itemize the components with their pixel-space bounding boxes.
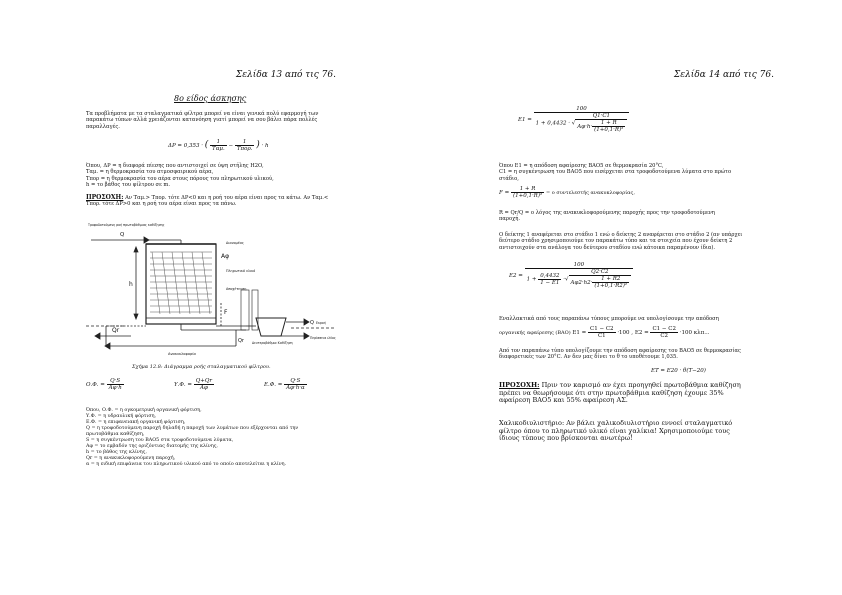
e1-inner-num: Q1·C1 — [575, 113, 627, 120]
e1-den-a: Aφ·h — [577, 124, 591, 130]
formula-num: Q·S — [284, 378, 307, 385]
f-num: 1 + R — [511, 186, 544, 193]
f-equation — [499, 186, 635, 199]
legend — [86, 408, 341, 468]
para-line: δεύτερο στάδιο χρησιμοποιούμε τον παρακάτω τύπο και τα στοιχεία που έχουν δείκτη 2 — [499, 238, 733, 245]
e1-lhs: E1 = — [518, 117, 532, 123]
section-title: 8ο είδος άσκησης — [174, 94, 247, 103]
trickling-filter-diagram — [86, 218, 336, 358]
eff-mid: ·100 , — [617, 330, 634, 336]
intro-line: παραλλαγές. — [86, 123, 120, 130]
definition-line: Tαμ. = η θερμοκρασία του ατμοσφαιρικού αέρα, — [86, 169, 214, 176]
eff-tail: ·100 κλπ... — [679, 330, 710, 336]
r-definition — [499, 210, 761, 223]
legend-line: Qr = η ανακυκλοφορούμενη παροχή, — [86, 456, 176, 461]
legend-line: Ε.Φ. = η επιφανειακή οργανική φόρτιση, — [86, 420, 186, 425]
definitions — [86, 163, 336, 188]
e2-den-a: Aφ2·h2 — [570, 280, 591, 286]
note-line: φίλτρο όπου το πληρωτικό υλικό είναι χαλίκια! Χρησιμοποιούμε τους — [499, 426, 730, 435]
label-recirc: Ανακυκλοφορία — [168, 352, 196, 356]
warning-line: αφαίρεση BAO5 και 55% αφαίρεση ΑΣ. — [499, 396, 628, 405]
label-settler: Δευτεροβάθμια Καθίζηση — [252, 341, 293, 345]
eq-lhs: ΔP = 0,353 · — [168, 143, 204, 149]
e2-top: 100 — [525, 262, 634, 269]
label-feed-note: Τροφοδοτούμενη ροή πρωτοβάθμιας καθίζησης — [88, 223, 165, 227]
e2-c2: 1 − E1 — [540, 279, 560, 286]
e1-const: 1 + 0,4432 · — [535, 120, 570, 127]
page-label-right: Σελίδα 14 από τις 76. — [673, 70, 774, 80]
warning — [499, 382, 767, 405]
def-line: στάδιο, — [499, 175, 519, 182]
label-q-out-note: Εκροή — [316, 321, 326, 325]
def-line: C1 = η συγκέντρωση του BAO5 που εισέρχεται στα τροφοδοτούμενα λύματα στο πρώτο — [499, 169, 732, 176]
legend-line: h = το βάθος της κλίνης, — [86, 450, 147, 455]
para-line: οργανικής αφαίρεσης (ΒΑΟ) — [499, 330, 571, 336]
alt-paragraph — [499, 316, 763, 322]
eq-rhs: · h — [261, 143, 269, 149]
label-qr-bottom: Qr — [238, 338, 244, 344]
e1-den-c: (1+0,1·R)² — [594, 127, 624, 133]
note-line: ίδιους τύπους που βρίσκονται ανωτέρω! — [499, 434, 633, 443]
warning-line: πρέπει να θεωρήσουμε ότι στην πρωτοβάθμια καθίζηση έχουμε 35% — [499, 388, 724, 397]
formula-den: Aφ — [199, 385, 208, 391]
formula-yf — [174, 378, 214, 391]
label-q-out: Q — [310, 320, 314, 326]
efficiency-equations — [499, 326, 710, 339]
legend-line: α = η ειδική επιφάνεια του πληρωτικού υλικού από το οποίο αποτελείται η κλίνη. — [86, 462, 287, 467]
eff-e2-den: C2 — [660, 333, 669, 339]
note-line: Χαλικοδιυλιστήριο: Αν βάλει χαλικοδιυλιστήριο εννοεί σταλαγματικό — [499, 419, 733, 427]
figure-caption: Σχήμα 12.8: Διάγραμμα ροής σταλαγματικού φίλτρου. — [132, 364, 271, 370]
formula-label: Υ.Φ. = — [174, 382, 192, 388]
label-f: F — [224, 309, 228, 316]
label-media: Πληρωτικό υλικό — [226, 269, 256, 273]
label-underdrain: Αποχέτευση — [226, 287, 247, 291]
stage-paragraph — [499, 232, 763, 251]
formula-num: Q·S — [107, 378, 124, 385]
f-den: (1+0,1·R)² — [512, 193, 543, 199]
label-sludge: Περίσσεια ιλύος — [310, 336, 336, 340]
warning-label: ΠΡΟΣΟΧΗ: — [499, 381, 540, 389]
formula-ef — [264, 378, 307, 391]
label-q-in: Q — [120, 232, 125, 238]
para-line: αντιστοιχούν στα ανάλογα του δεύτερου σταδίου ενώ κάτοικα παραμένουν ίδια). — [499, 244, 716, 251]
definition-line: Tπορ = η θερμοκρασία του αέρα στους πόρους του πληρωτικού υλικού, — [86, 175, 274, 182]
formula-label: Ο.Φ. = — [86, 382, 105, 388]
right-page — [421, 0, 842, 595]
t-pores: Tπορ. — [236, 146, 253, 152]
f-lhs: F = — [499, 190, 510, 196]
t-amb: Tαμ. — [212, 146, 225, 152]
e1-den-b: 1 + R — [592, 120, 625, 127]
formula-den: Aφ·h·α — [286, 385, 305, 391]
e2-lhs: E2 = — [509, 273, 523, 279]
temp-equation: ET = E20 · θ(T−20) — [651, 368, 706, 374]
e2-equation: E2 = 100 1 + $\frac{0,4432}{1 - E1}$ ·√ Q2·C2 Aφ2·h2· $\frac{1 + R2}{\text{(1+0,1·R2)²}}$ — [509, 262, 633, 289]
label-h: h — [129, 281, 133, 288]
para-line: Ο δείκτης 1 αναφέρεται στο στάδιο 1 ενώ ο δείκτης 2 αναφέρεται στο στάδιο 2 (αν υπάρχει — [499, 232, 743, 238]
e2-c1: 0,4432 — [540, 272, 560, 279]
intro-line: παρακάτω τύπων αλλά χρειάζονται κατανόηση γιατί μπορεί να σου βάλει πάρα πολλές — [86, 117, 318, 124]
para-line: Εναλλακτικά από τους παραπάνω τύπους μπορούμε να υπολογίσουμε την απόδοση — [499, 316, 719, 322]
temp-paragraph — [499, 348, 763, 361]
notice-label: ΠΡΟΣΟΧΗ: — [86, 194, 124, 201]
defs1 — [499, 163, 761, 182]
e1-equation: E1 = 100 1 + 0,4432 · √ Q1·C1 Aφ·h· $\frac{1 + R}{\text{(1+0,1·R)²}}$ — [518, 106, 629, 133]
eff-e2-num: C1 − C2 — [652, 326, 676, 332]
intro-paragraph — [86, 111, 336, 130]
eff-e1-num: C1 − C2 — [590, 326, 614, 332]
legend-line: Όπου, Ο.Φ. = η ογκομετρική οργανική φόρτιση, — [86, 408, 202, 413]
legend-line: Q = η τροφοδοτούμενη παροχή δηλαδή η παροχή των λυμάτων που εξέρχονται από την — [86, 426, 299, 431]
definition-line: h = το βάθος του φίλτρου σε m. — [86, 181, 170, 188]
formula-den: Aφ·h — [108, 385, 122, 391]
e2-den-b: 1 + R2 — [592, 276, 629, 283]
intro-line: Τα προβλήματα με τα σταλαγματικά φίλτρα μπορεί να είναι γενικά πολύ εφαρμογή των — [86, 111, 319, 117]
formula-of — [86, 378, 124, 391]
formula-num: Q+Qr — [195, 378, 213, 384]
pressure-equation: ΔP = 0,353 · ( $\frac{1}{\text{Tαμ.}}$ − $\frac{1}{\text{Tπορ.}}$ ) · h — [168, 139, 269, 152]
gravel-note — [499, 420, 767, 443]
notice-line: Αν Tαμ.> Tπορ. τότε ΔP<0 και η ροή του αέρα είναι προς τα κάτω. Αν Tαμ.< — [125, 195, 329, 201]
def-line: Όπου E1 = η απόδοση αφαίρεσης BAO5 σε θερμοκρασία 20°C, — [499, 163, 664, 169]
legend-line: S = η συγκέντρωση του BAO5 στα τροφοδοτούμενα λύματα, — [86, 438, 234, 443]
r-line: παροχή. — [499, 216, 520, 223]
definition-line: Όπου, ΔP = η διαφορά πίεσης που αντιστοιχεί σε ύψη στήλης H2O, — [86, 163, 264, 169]
eff-e1-den: C1 — [597, 333, 606, 339]
e1-top: 100 — [534, 106, 630, 113]
label-qr: Qr — [112, 327, 120, 334]
notice-line: Tπορ. τότε ΔP>0 και η ροή του αέρα είναι προς τα πάνω. — [86, 201, 237, 208]
formula-label: Ε.Φ. = — [264, 382, 283, 388]
media-hatch — [150, 252, 212, 314]
eff-e1: E1 = — [572, 330, 587, 336]
para-line: διαφορετικές των 20°C. Αν δεν μας δίνει το θ το υποθέτουμε 1,035. — [499, 354, 678, 361]
eff-e2: E2 = — [634, 330, 649, 336]
label-distributor: Διανομέας — [226, 241, 244, 245]
warning-line: Πριν τον καρισμό αν έχει προηγηθεί πρωτοβάθμια καθίζηση — [541, 381, 741, 389]
legend-line: Aφ = το εμβαδόν της οριζόντιας διατομής της κλίνης, — [86, 444, 218, 449]
f-desc: = ο συντελεστής ανακυκλοφορίας, — [545, 190, 635, 196]
para-line: Από τον παραπάνω τύπο υπολογίζουμε την απόδοση αφαίρεσης του BAO5 σε θερμοκρασίας — [499, 348, 741, 354]
legend-line: Υ.Φ. = η υδραυλική φόρτιση, — [86, 414, 156, 419]
page-label-left: Σελίδα 13 από τις 76. — [235, 70, 336, 80]
legend-line: πρωτοβάθμια καθίζηση, — [86, 432, 145, 437]
label-area: Aφ — [221, 253, 230, 260]
e2-den-c: (1+0,1·R2)² — [594, 283, 628, 289]
e2-inner-num: Q2·C2 — [569, 269, 632, 276]
notice — [86, 195, 336, 208]
r-line: R = Qr/Q = ο λόγος της ανακυκλοφορούμενης παροχής προς την τροφοδοτούμενη — [499, 210, 715, 216]
